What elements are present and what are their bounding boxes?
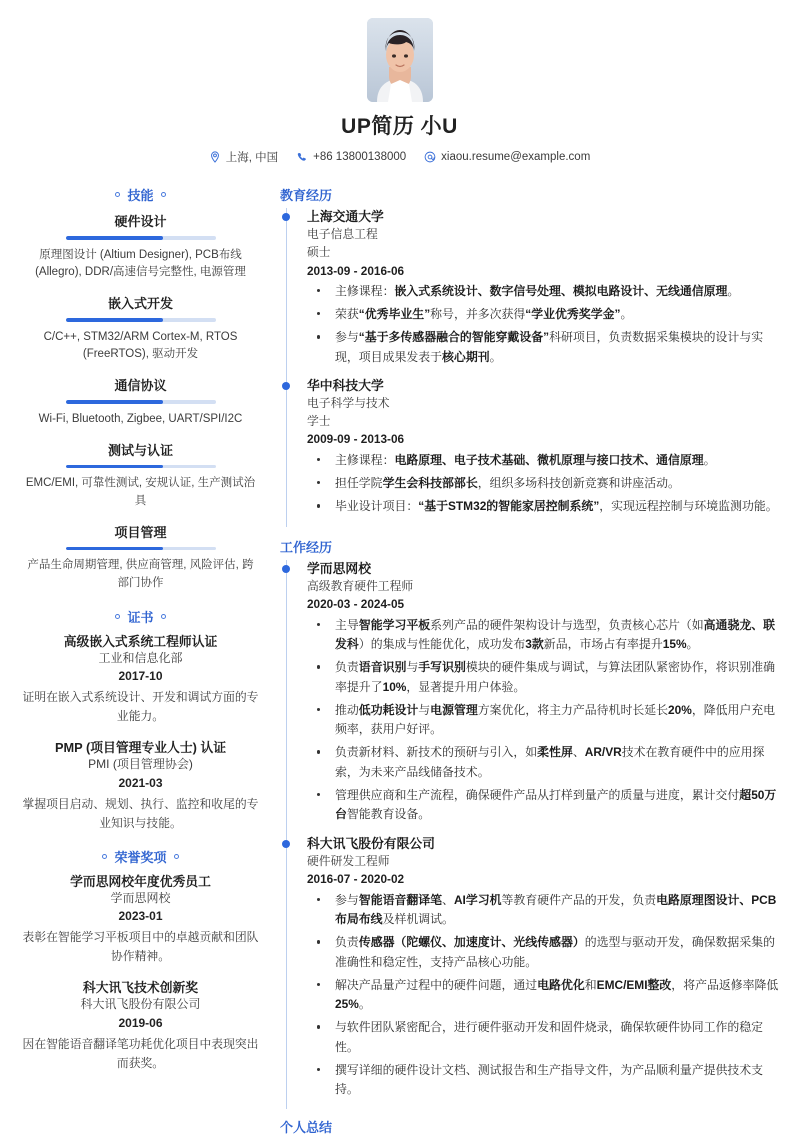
certificate-item-description: 证明在嵌入式系统设计、开发和调试方面的专业能力。 <box>22 690 259 724</box>
bullet-ring-icon <box>102 854 107 859</box>
resume-header <box>14 18 785 175</box>
education-bullets <box>307 451 785 517</box>
skill-item <box>22 522 259 593</box>
certificate-item-date: 2021-03 <box>118 775 163 790</box>
page-title: UP简历 小U <box>341 115 458 138</box>
work-bullets <box>307 616 785 825</box>
school-name: 上海交通大学 <box>307 209 384 224</box>
timeline-dot-icon <box>282 565 290 573</box>
skills-list <box>22 211 259 593</box>
degree: 学士 <box>307 413 331 428</box>
skill-item <box>22 211 259 282</box>
bullet-item: 主修课程：嵌入式系统设计、数字信号处理、模拟电路设计、无线通信原理。 <box>307 282 785 301</box>
education-item <box>280 208 785 377</box>
bullet-item: 撰写详细的硬件设计文档、测试报告和生产指导文件，为产品顺利量产提供技术支持。 <box>307 1061 785 1100</box>
company-name: 科大讯飞股份有限公司 <box>307 835 435 851</box>
sidebar-heading-awards-label: 荣誉奖项 <box>114 849 167 865</box>
bullet-item: 参与“基于多传感器融合的智能穿戴设备”科研项目，负责数据采集模块的设计与实现，项目成果发表于核心期刊。 <box>307 328 785 367</box>
skill-level-bar <box>66 318 216 322</box>
bullet-item: 解决产品量产过程中的硬件问题，通过电路优化和EMC/EMI整改，将产品返修率降低25%。 <box>307 976 785 1015</box>
certificate-item-title: 高级嵌入式系统工程师认证 <box>63 633 218 649</box>
bullet-item: 推动低功耗设计与电源管理方案优化，将主力产品待机时长延长20%，降低用户充电频率，获用户好评。 <box>307 701 785 740</box>
skill-item <box>22 440 259 511</box>
award-item-title: 学而思网校年度优秀员工 <box>70 873 211 889</box>
skill-level-bar <box>66 465 216 469</box>
sidebar-heading-awards <box>22 847 259 866</box>
certificate-item-org: 工业和信息化部 <box>98 651 183 666</box>
date-range: 2009-09 - 2013-06 <box>307 432 405 447</box>
sidebar-heading-skills-label: 技能 <box>127 188 154 203</box>
timeline-dot-icon <box>282 382 290 390</box>
degree: 硕士 <box>307 244 331 259</box>
portrait-photo-icon <box>367 18 433 102</box>
skill-description: 产品生命周期管理, 供应商管理, 风险评估, 跨部门协作 <box>27 559 254 589</box>
certificate-item-org: PMI (项目管理协会) <box>88 757 193 772</box>
certificate-item-date: 2017-10 <box>118 669 163 684</box>
bullet-ring-icon <box>161 614 166 619</box>
certificate-item-title: PMP (项目管理专业人士) 认证 <box>54 740 227 756</box>
section-heading-summary: 个人总结 <box>280 1120 333 1136</box>
sidebar <box>14 185 267 1085</box>
bullet-item: 管理供应商和生产流程，确保硬件产品从打样到量产的质量与进度，累计交付超50万台智能教育设备。 <box>307 786 785 825</box>
bullet-ring-icon <box>161 192 166 197</box>
awards-list <box>22 873 259 1073</box>
company-name: 学而思网校 <box>307 560 371 576</box>
sidebar-heading-skills <box>22 185 259 204</box>
school-name: 华中科技大学 <box>307 377 384 393</box>
education-timeline <box>280 208 785 527</box>
phone-icon <box>296 151 308 163</box>
work-timeline <box>280 560 785 1110</box>
bullet-item: 主导智能学习平板系列产品的硬件架构设计与选型，负责核心芯片（如高通骁龙、联发科）的集成与性能优化，成功发布3款新品，市场占有率提升15%。 <box>307 616 785 655</box>
contact-email-text: xiaou.resume@example.com <box>441 151 591 163</box>
skill-name: 测试与认证 <box>107 442 173 458</box>
bullet-ring-icon <box>115 614 120 619</box>
bullet-item: 毕业设计项目：“基于STM32的智能家居控制系统”，实现远程控制与环境监测功能。 <box>307 497 785 516</box>
skill-description: EMC/EMI, 可靠性测试, 安规认证, 生产测试治具 <box>25 477 256 507</box>
timeline-dot-icon <box>282 213 290 221</box>
resume-body <box>14 185 785 1136</box>
date-range: 2016-07 - 2020-02 <box>307 872 405 887</box>
certificate-item-description: 掌握项目启动、规划、执行、监控和收尾的专业知识与技能。 <box>22 796 259 830</box>
award-item <box>22 979 259 1072</box>
bullet-ring-icon <box>115 192 120 197</box>
sidebar-heading-certificates-label: 证书 <box>127 609 154 625</box>
bullet-item: 与软件团队紧密配合，进行硬件驱动开发和固件烧录，确保软硬件协同工作的稳定性。 <box>307 1018 785 1057</box>
contact-email <box>424 151 590 163</box>
contact-location <box>209 149 278 165</box>
skill-item <box>22 375 259 428</box>
date-range: 2020-03 - 2024-05 <box>307 597 405 612</box>
main-content <box>267 185 785 1136</box>
award-item-date: 2023-01 <box>118 909 163 924</box>
bullet-item: 参与智能语音翻译笔、AI学习机等教育硬件产品的开发，负责电路原理图设计、PCB布局布线及样机调试。 <box>307 891 785 930</box>
skill-name: 硬件设计 <box>114 214 167 229</box>
award-item-title: 科大讯飞技术创新奖 <box>82 980 199 996</box>
contact-location-text: 上海, 中国 <box>225 152 279 164</box>
skill-level-bar <box>66 400 216 404</box>
contact-phone <box>296 151 406 163</box>
certificate-item <box>22 739 259 832</box>
education-bullets <box>307 282 785 367</box>
skill-level-bar <box>66 236 216 240</box>
location-pin-icon <box>209 151 221 163</box>
bullet-item: 负责语音识别与手写识别模块的硬件集成与调试，与算法团队紧密协作，将识别准确率提升了10%，显著提升用户体验。 <box>307 658 785 697</box>
award-item-org: 学而思网校 <box>110 890 171 905</box>
award-item-description: 表彰在智能学习平板项目中的卓越贡献和团队协作精神。 <box>22 930 259 964</box>
avatar-wrapper <box>14 18 785 102</box>
award-item <box>22 873 259 966</box>
bullet-item: 担任学院学生会科技部部长，组织多场科技创新竞赛和讲座活动。 <box>307 474 785 493</box>
job-title: 硬件研发工程师 <box>307 853 390 868</box>
bullet-item: 负责新材料、新技术的预研与引入，如柔性屏、AR/VR技术在教育硬件中的应用探索，为未来产品线储备技术。 <box>307 743 785 782</box>
skill-level-bar <box>66 547 216 551</box>
skill-description: 原理图设计 (Altium Designer), PCB布线 (Allegro), DDR/高速信号完整性, 电源管理 <box>35 248 246 279</box>
section-heading-education: 教育经历 <box>280 188 333 203</box>
award-item-org: 科大讯飞股份有限公司 <box>80 997 201 1012</box>
work-bullets <box>307 891 785 1100</box>
section-heading-work: 工作经历 <box>280 539 333 555</box>
award-item-description: 因在智能语音翻译笔功耗优化项目中表现突出而获奖。 <box>22 1036 259 1070</box>
work-item <box>280 835 785 1110</box>
certificates-list <box>22 633 259 833</box>
certificate-item <box>22 633 259 726</box>
job-title: 高级教育硬件工程师 <box>307 578 414 593</box>
award-item-date: 2019-06 <box>118 1015 163 1030</box>
date-range: 2013-09 - 2016-06 <box>307 263 405 278</box>
timeline-dot-icon <box>282 840 290 848</box>
bullet-item: 主修课程：电路原理、电子技术基础、微机原理与接口技术、通信原理。 <box>307 451 785 470</box>
education-item <box>280 377 785 527</box>
sidebar-heading-certificates <box>22 607 259 626</box>
major: 电子科学与技术 <box>307 396 390 411</box>
skill-description: C/C++, STM32/ARM Cortex-M, RTOS (FreeRTOS), 驱动开发 <box>43 330 238 361</box>
avatar <box>367 18 433 102</box>
skill-name: 项目管理 <box>114 524 167 540</box>
skill-description: Wi-Fi, Bluetooth, Zigbee, UART/SPI/I2C <box>38 412 243 425</box>
email-at-icon <box>424 151 436 163</box>
bullet-ring-icon <box>174 854 179 859</box>
major: 电子信息工程 <box>307 227 378 242</box>
bullet-item: 负责传感器（陀螺仪、加速度计、光线传感器）的选型与驱动开发，确保数据采集的准确性和稳定性，支持产品核心功能。 <box>307 933 785 972</box>
contact-row <box>14 149 785 165</box>
skill-name: 通信协议 <box>114 378 167 394</box>
bullet-item: 荣获“优秀毕业生”称号，并多次获得“学业优秀奖学金”。 <box>307 305 785 324</box>
contact-phone-text: +86 13800138000 <box>313 151 407 163</box>
work-item <box>280 560 785 835</box>
skill-item <box>22 293 259 364</box>
skill-name: 嵌入式开发 <box>107 296 173 312</box>
